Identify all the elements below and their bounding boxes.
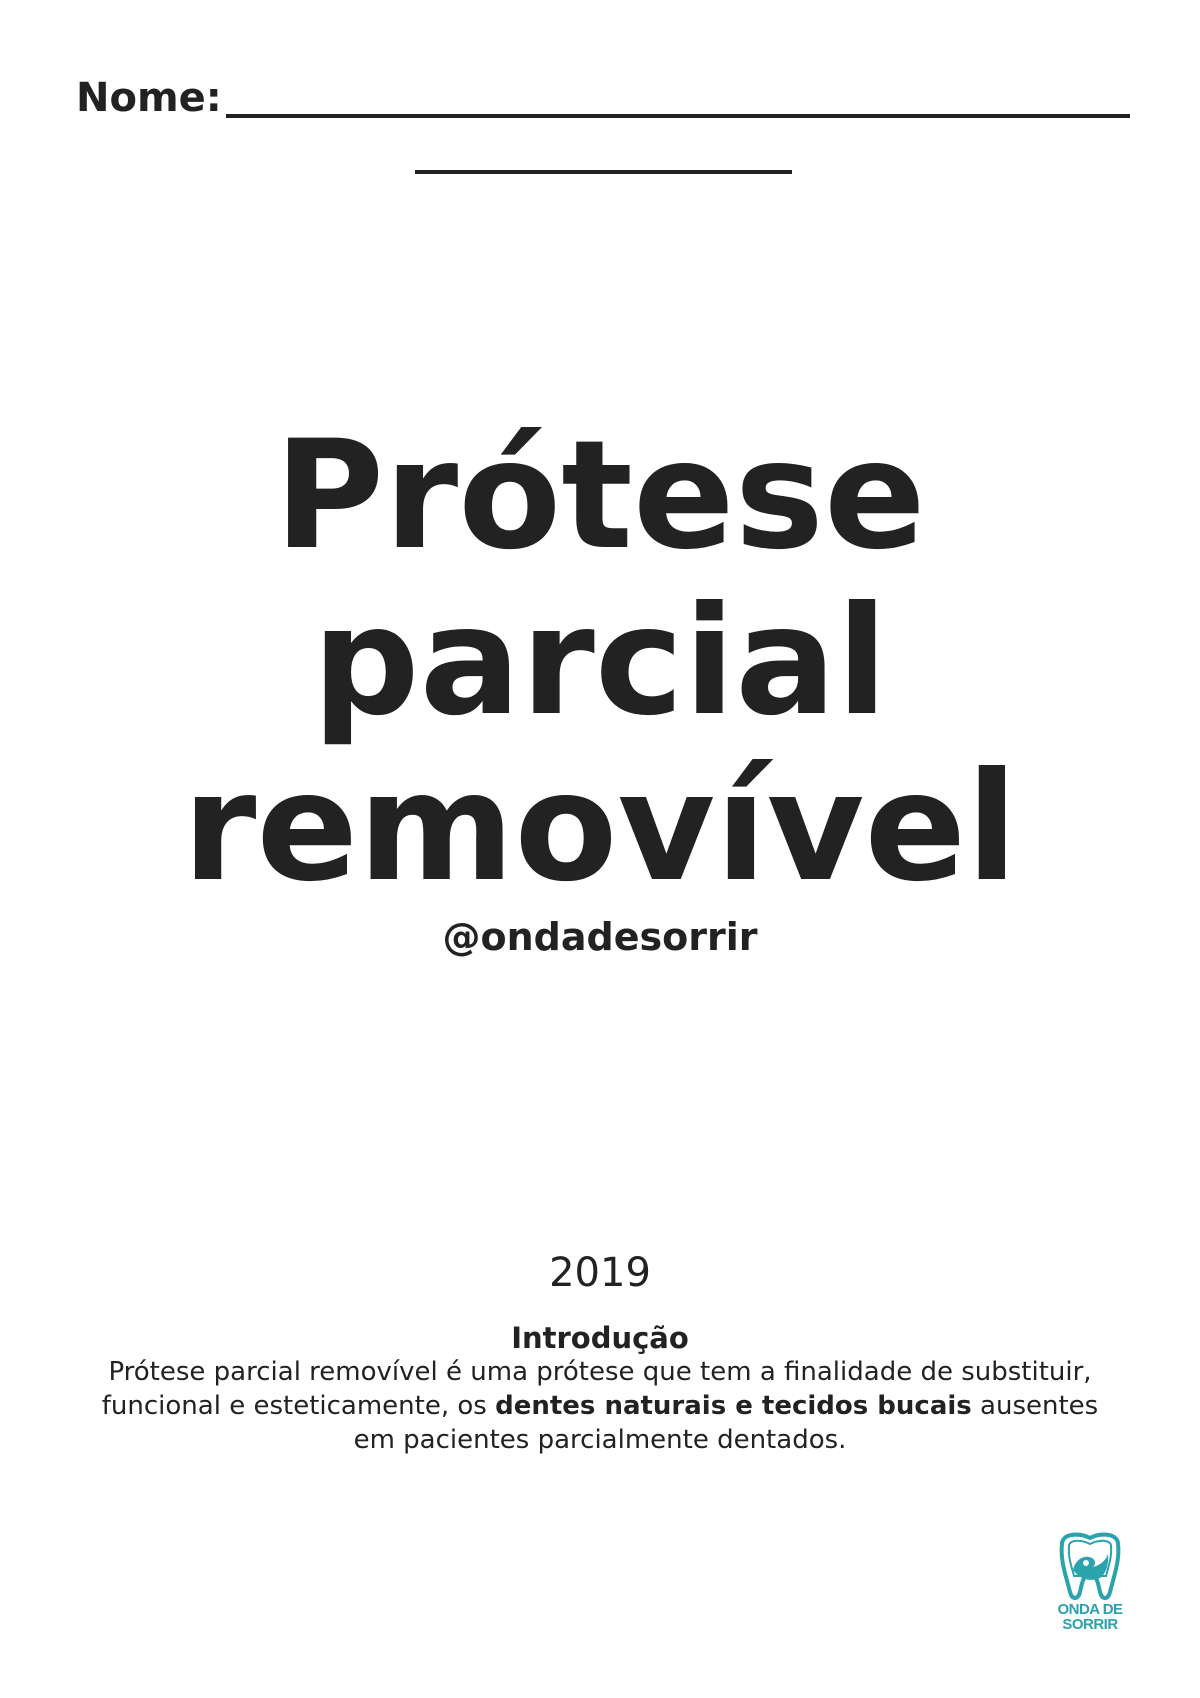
- tooth-wave-icon: [1040, 1530, 1140, 1602]
- name-label: Nome:: [76, 75, 222, 121]
- name-underline: [226, 114, 1130, 118]
- year: 2019: [549, 1250, 651, 1296]
- logo-text-line-1: ONDA DE: [1057, 1601, 1123, 1618]
- logo-text: [1040, 1602, 1140, 1632]
- name-field: [76, 72, 1130, 124]
- title-line-3: removível: [182, 741, 1018, 915]
- intro-text-1: Prótese parcial removível é uma prótese que tem a finalidade de substituir, funcional e esteticamente, os: [101, 1357, 1092, 1421]
- intro-text-bold: dentes naturais e tecidos bucais: [495, 1391, 972, 1421]
- title-line-2: parcial: [312, 575, 888, 749]
- title-line-1: Prótese: [274, 409, 926, 583]
- onda-de-sorrir-logo: [1040, 1530, 1140, 1650]
- name-underline-continued: [415, 170, 792, 174]
- document-title: [0, 409, 1200, 915]
- intro-heading: Introdução: [511, 1321, 689, 1355]
- intro-paragraph: [100, 1355, 1100, 1457]
- intro-text-2: ausentes em pacientes parcialmente dentados.: [353, 1391, 1099, 1455]
- logo-text-line-2: SORRIR: [1062, 1616, 1118, 1633]
- social-handle: @ondadesorrir: [442, 915, 758, 959]
